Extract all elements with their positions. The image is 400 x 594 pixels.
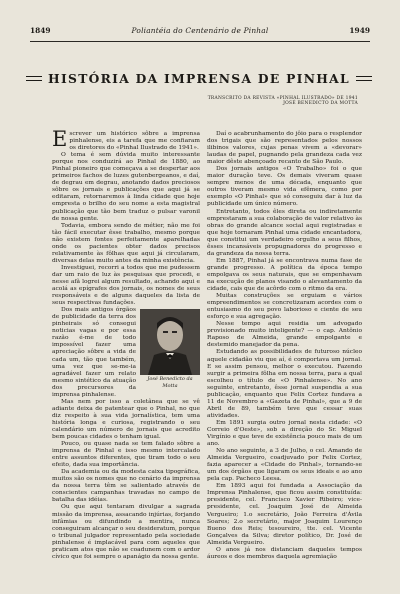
paragraph: No ano seguinte, a 3 de Julho, o cel. Amando de Almeida Vergueiro, coadjuvado por Felix Cortez, fazia aparecer a «Cidade do Pinhal», tornando-se um dos órgãos que ligaram os seus ideais e ao ano pela cap. Pacheco Leesa. [207,448,362,483]
source-line: TRANSCRITO DA REVISTA «PINHAL ILUSTRADO» DE 1941 [207,96,358,101]
header-rule [30,41,370,42]
right-column [207,131,362,561]
article-title: HISTÓRIA DA IMPRENSA DE PINHAL [48,70,350,86]
paragraph: Em 1887, Pinhal já se encontrava numa fase de grande progresso. A política da época tempo empolgava os seus naturais, que se empenhavam na execução de planos visando o alevantamento da cidade, cais que de acôrdo com o ritmo da era. [207,257,362,293]
paragraph: Entretanto, todos êles direta ou indiretamente emprestaram a sua colaboração de valor relativo às obras do grande alcance social aqui registradas e que hoje tornaram Pinhal uma cidade encantadora, que constitui um verdadeiro orgulho a seus filhos, êsses incansáveis propugnadores do progresso e da grandeza da nossa terra. [207,208,362,257]
paragraph: O anos já nos distanciam daqueles tempos áureos e dos membros daquela agremiação [207,546,362,560]
paragraph: Em 1891 surgia outro jornal nesta cidade: «O Correio d'Oeste», sob a direção do Sr. Miguel Virgínio e que teve de existência pouco mais de um ano. [207,419,362,448]
header-publication-title: Poliantéia do Centenário de Pinhal [131,26,269,35]
paragraph: Ou que aqui tentaram divulgar a sagrada missão da imprensa, assacando injúrias, forjando infâmias ou difundindo a mentira, nunca conseguiram alcançar o seu desideratum, porque o tribunal julgador representado pela sociedade pinhalense é implacável para com aqueles que praticam atos que não se coadunem com o ardor cívico que foi sempre o apanágio da nossa gente. [52,504,200,560]
paragraph: Todavia, embora sendo de métier, não me foi tão fácil executar êsse trabalho, mesmo porque não existem fontes perfeitamente aparelhadas onde os pacientes obter dados precisos relativamente às fôlhas que aqui já circularam, diversas delas muito antes da minha existência. [52,222,200,264]
paragraph: Daí o acabrunhamento do jôio para o resplendor dos trigais que são representados pelos nossos ilibinos valores, cujas penas vivem a «devorar» laudas de papel, pugnando pela grandeza cada vez maior dêste abençoado recanto de São Paulo. [207,131,362,166]
running-header [30,26,370,38]
photo-caption: José Benedicto da Motta [147,376,193,390]
paragraph: Escrever um histórico sôbre a imprensa pinhalense, eis a tarefa que me confiaram os diretores do «Pinhal Ilustrado de 1941». [52,127,200,152]
paragraph: Investiguei, recorri a todos que me pudessem dar um raio de luz às pesquisas que procedi, e nesse afã logrei algum resultado, achando aqui e acolá as epígrafes dos jornais, os nomes de seus responsáveis e de alguns daqueles da lista de seus respectivas fundações. [52,264,200,307]
paragraph: Dos jornais antigos «O Trabalho» foi o que maior duração teve. Os demais viveram quase sempre menos de uma década, enquanto que outros tiveram mesmo vida efêmera, como por exemplo «O Pinhal» que só conseguiu dar à luz da publicidade um único número. [207,166,362,208]
paragraph: Estudando as possibilidades de futuroso núcleo aquele cidadão viu que aí, é comportava um jornal. E se assim pensou, melhor o executou. Fazendo surgir a primeira fôlha em nossa terra, para a qual escolheu o título de «O Pinhalense». No ano seguinte, entretanto, êsse jornal suspendia a sua publicação, enquanto que Felix Cortez fundava a 11 de Novembro a «Gazeta de Pinhal», que a 9 de Abril de 89, também teve que cessar suas atividades. [207,349,362,419]
paragraph: Da academia ou da modesta caixa tipográfica, muitos são os nomes que no cenário da imprensa da nossa terra têm se salientado através de conscientes campanhas travadas no campo de batalha das idéias. [52,469,200,504]
article-source [208,96,358,107]
paragraph: Muitas construções se erguiam e vários empreendimentos se concretizaram acordes com o entusiasmo do seu povo laborioso e ciente de seu esforço e sua agregação. [207,293,362,321]
paragraph: Nesse tempo aqui residia um advogado provisionado muito inteligente? — o cap. Antônio Raposo de Almeida, grande empolgante e destemido manejador da pena. [207,321,362,349]
paragraph: Mas nem por isso a coletânea que se vê adiante deixa de patentear que o Pinhal, no que diz respeito à sua vida jornalística, tem uma história longa e curiosa, registrando o seu calendário um número de jornais que acredito bem poucas cidades o tenham igual. [52,398,200,441]
left-column [52,127,200,561]
paragraph: Dos mais antigos órgãos de publicidade da terra dos pinheirais só consegui noticias vagas e por essa razão é-me de todo impossível fazer uma apreciação sôbre a vida de cada um, tão que também, uma vez que se-me-ia agradável fazer um relato mesmo sintético da atuação dos precursores da imprensa pinhalense. [52,307,136,398]
title-rule-left [26,76,42,81]
author-photo [140,309,200,390]
title-rule-right [356,76,372,81]
paragraph: Pouco, ou quase nada se tem falado sôbre a imprensa de Pinhal e isso mesmo intercalado entre assuntos diferentes, que tiram todo o seu efeito, dada sua importância. [52,441,200,469]
article-title-row [26,66,372,90]
author-line: JOSÉ BENEDICTO DA MOTTA [283,101,358,107]
header-year-left: 1849 [30,26,51,35]
paragraph: O tema é sem dúvida muito interessante porque nos conduzirá ao Pinhal de 1880, ao Pinhal pioneiro que começava a se despertar aos primeiros fachos de luzes gutenbergeanos, e daí, de degrau em degrau, anotando dados preciosos sôbre os jornais e publicações que aqui já se editaram, retornaremos à linda cidade que hoje empresta o brilho do seu nome a esta magistral publicação que tão bem traduz o pulsar varonil de nossa gente. [52,152,200,222]
paragraph: Em 1893 aqui foi fundada a Associação da Imprensa Pinhalense, que ficou assim constituída: presidente, cel. Francisco Xavier Ribeiro; vice-presidente, cel. Joaquim José de Almeida Vergueiro; 1.o secretário, João Ferreira d'Ávila Soares; 2.o secretário, major Joaquim Lourenço Bueno dos Reis; tesoureiro, tte. cel. Vicente Gonçalves da Silva; diretor político, Dr. José de Almeida Vergueiro. [207,483,362,546]
header-year-right: 1949 [349,26,370,35]
portrait-image [140,309,200,375]
